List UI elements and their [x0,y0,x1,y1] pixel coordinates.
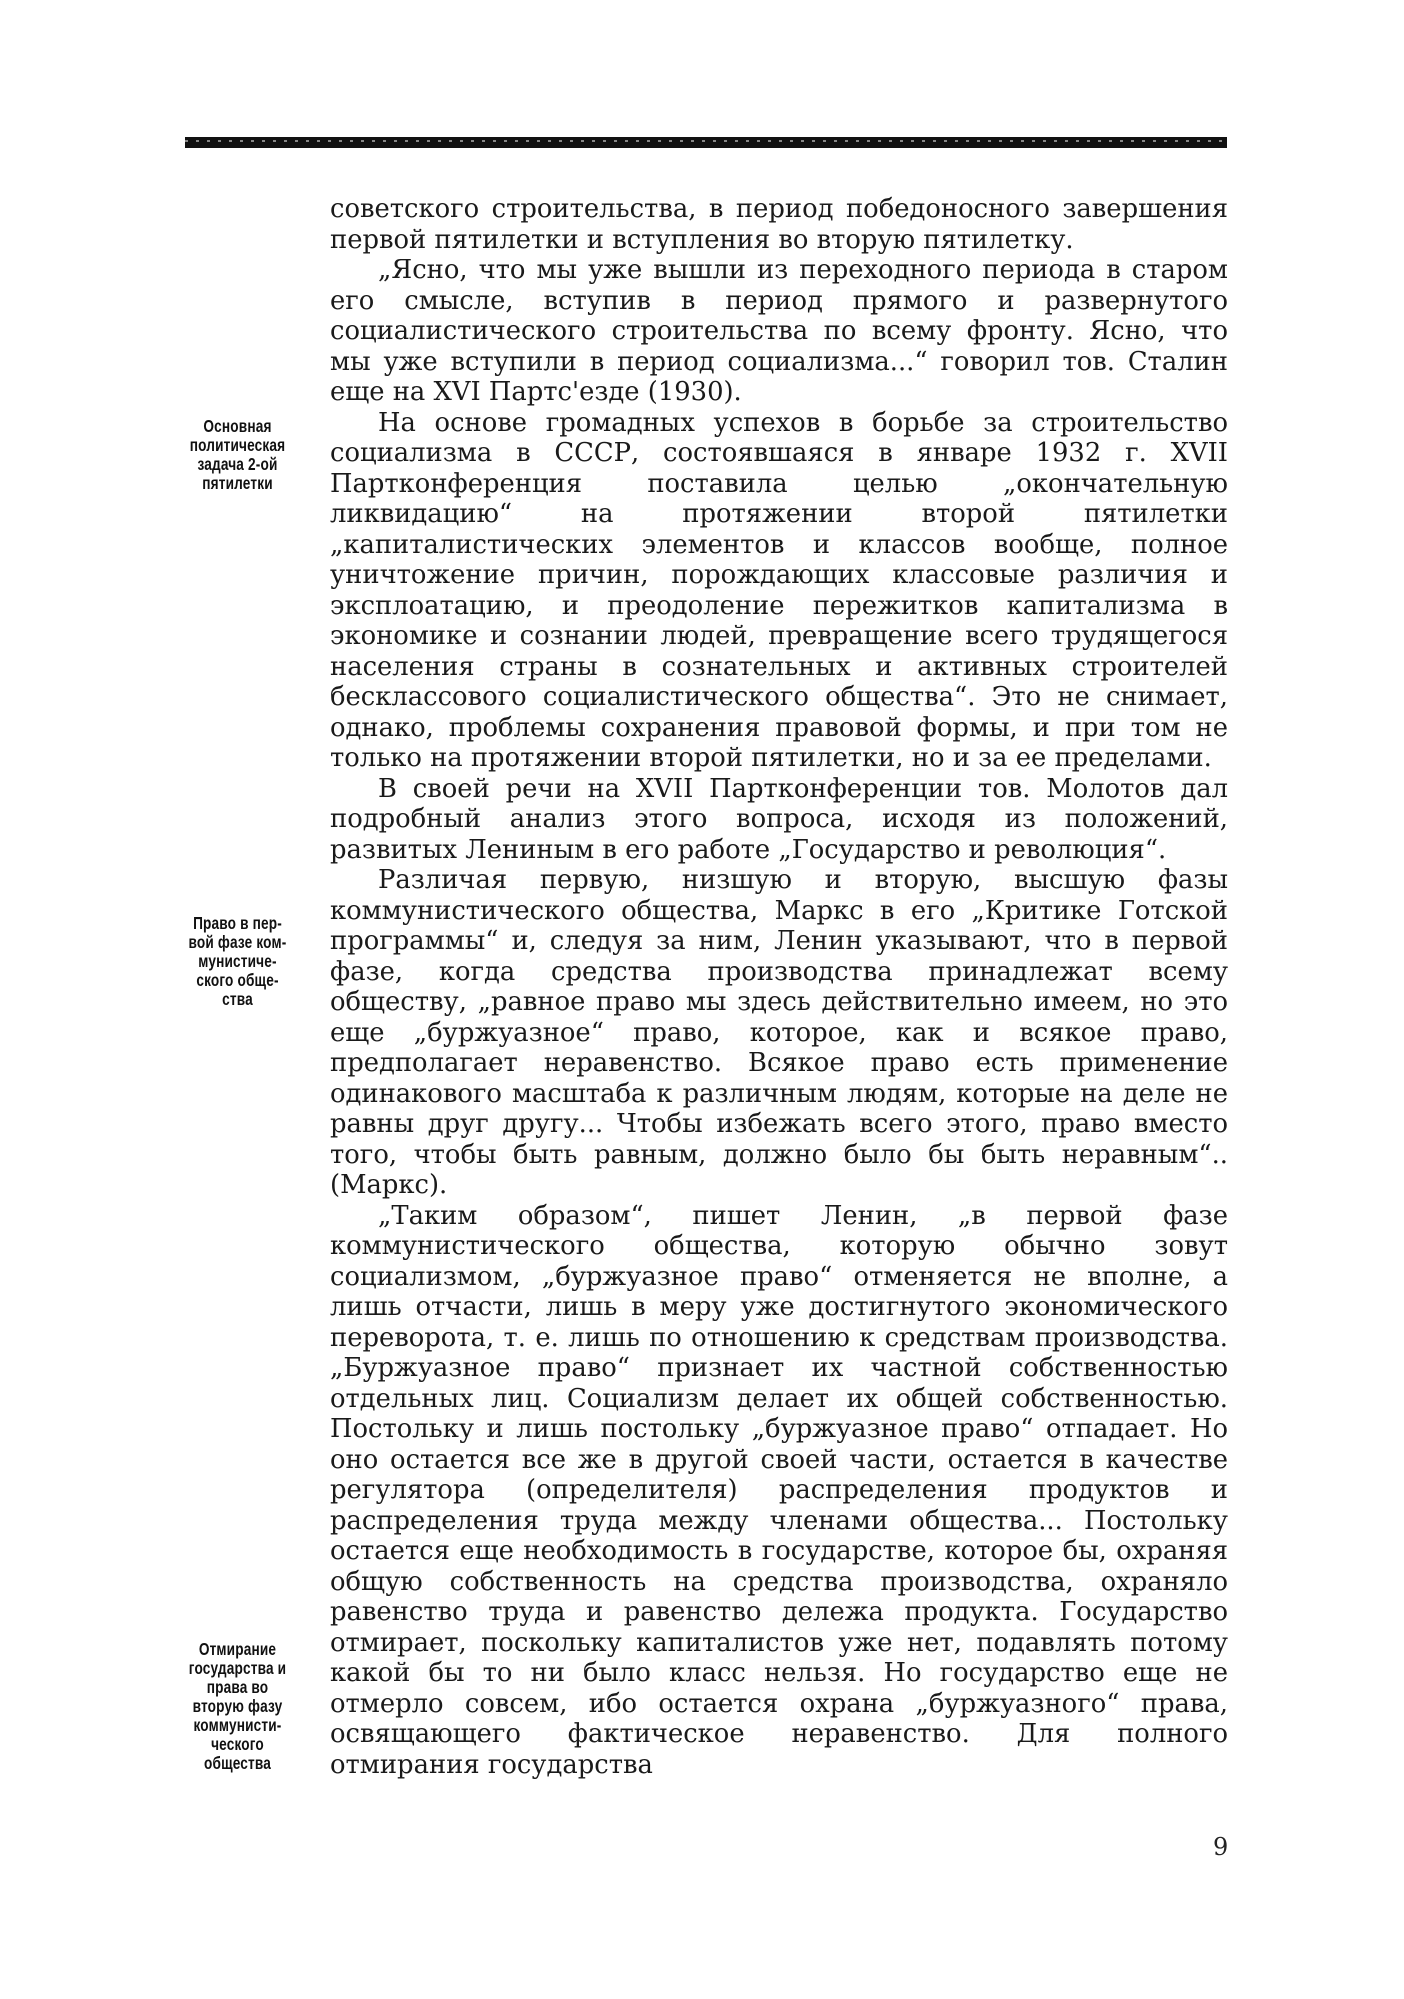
margin-note-withering-state: Отмирание государства и права во вторую фазу коммунисти- ческого общества [188,1639,287,1773]
paragraph-molotov: В своей речи на XVII Партконференции тов. Молотов дал подробный анализ этого вопроса, исходя из положений, развитых Лениным в его работе „Государство и революция“. [330,773,1228,865]
paragraph-lenin-quote: „Таким образом“, пишет Ленин, „в первой фазе коммунистического общества, которую обычно зовут социализмом, „буржуазное право“ отменяется не вполне, а лишь отчасти, лишь в меру уже достигнутого экономического переворота, т. е. лишь по отношению к средствам производства. „Буржуазное право“ признает их частной собственностью отдельных лиц. Социализм делает их общей собственностью. Постольку и лишь постольку „буржуазное право“ отпадает. Но оно остается все же в другой своей части, остается в качестве регулятора (определителя) распределения продуктов и распределения труда между членами общества... Постольку остается еще необходимость в государстве, которое бы, охраняя общую собственность на средства производства, охраняло равенство труда и равенство дележа продукта. Государство отмирает, поскольку капиталистов уже нет, подавлять потому какой бы то ни было класс нельзя. Но государство еще не отмерло совсем, ибо остается охрана „буржуазного“ права, освящающего фактическое неравенство. Для полного отмирания государства [330,1200,1228,1780]
margin-note-political-task: Основная политическая задача 2-ой пятилетки [189,416,286,493]
header-rule [185,137,1227,148]
page-number: 9 [1213,1833,1229,1861]
margin-note-first-phase-law: Право в пер- вой фазе ком- мунистиче- ского обще- ства [188,913,287,1009]
paragraph-marx-phases: Различая первую, низшую и вторую, высшую фазы коммунистического общества, Маркс в его „Критике Готской программы“ и, следуя за ним, Ленин указывают, что в первой фазе, когда средства производства принадлежат всему обществу, „равное право мы здесь действительно имеем, но это еще „буржуазное“ право, которое, как и всякое право, предполагает неравенство. Всякое право есть применение одинакового масштаба к различным людям, которые на деле не равны друг другу... Чтобы избежать всего этого, право вместо того, чтобы быть равным, должно было бы быть неравным“.. (Маркс). [330,865,1228,1200]
body-text [330,194,1228,1780]
paragraph-xvii-conference: На основе громадных успехов в борьбе за строительство социализма в СССР, состоявшаяся в январе 1932 г. XVII Партконференция поставила целью „окончательную ликвидацию“ на протяжении второй пятилетки „капиталистических элементов и классов вообще, полное уничтожение причин, порождающих классовые различия и эксплоатацию, и преодоление пережитков капитализма в экономике и сознании людей, превращение всего трудящегося населения страны в сознательных и активных строителей бесклассового социалистического общества“. Это не снимает, однако, проблемы сохранения правовой формы, и при том не только на протяжении второй пятилетки, но и за ее пределами. [330,407,1228,773]
paragraph-continuation: советского строительства, в период победоносного завершения первой пятилетки и вступления во вторую пятилетку. [330,194,1228,255]
paragraph-stalin-quote: „Ясно, что мы уже вышли из переходного периода в старом его смысле, вступив в период прямого и развернутого социалистического строительства по всему фронту. Ясно, что мы уже вступили в период социализма...“ говорил тов. Сталин еще на XVI Партс'езде (1930). [330,255,1228,407]
